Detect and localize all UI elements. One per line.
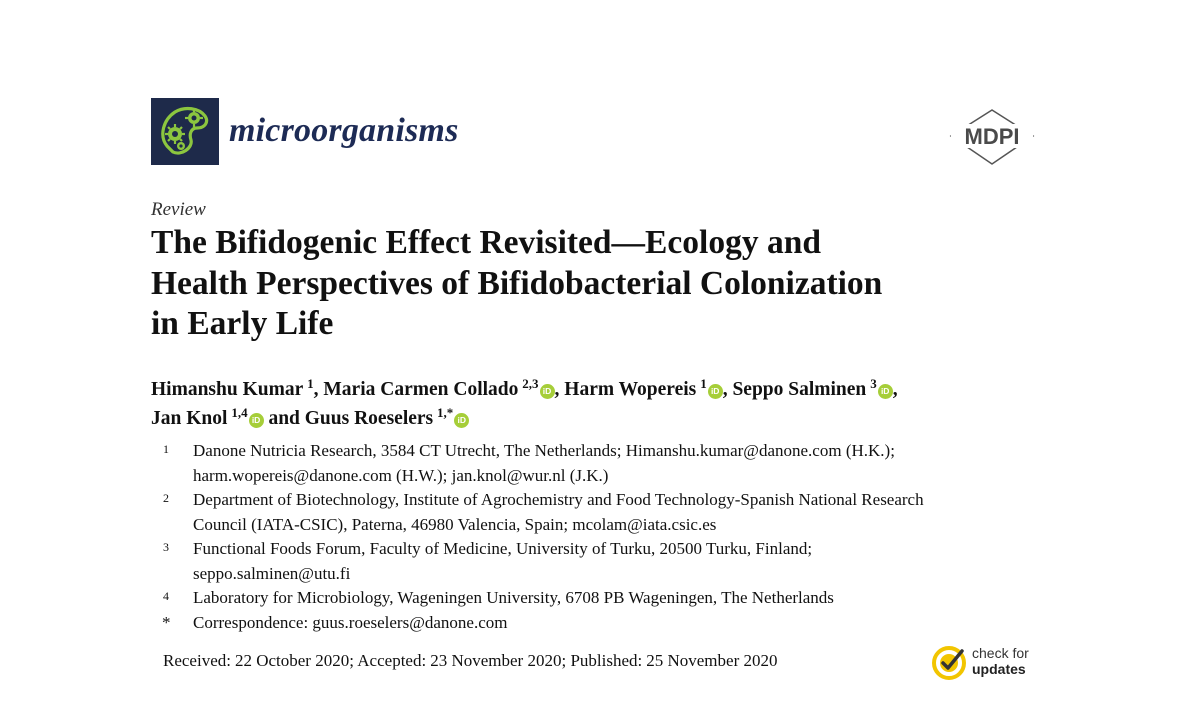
mdpi-logo-text: MDPI	[964, 124, 1020, 149]
orcid-icon[interactable]: iD	[249, 413, 264, 428]
author-name[interactable]: Himanshu Kumar	[151, 379, 304, 400]
affiliation-list	[151, 439, 1051, 635]
affiliation-item	[151, 586, 1051, 611]
check-for-updates-badge[interactable]	[932, 643, 1042, 683]
author-separator: and	[263, 408, 305, 429]
affiliation-number: 3	[163, 540, 169, 554]
title-line: The Bifidogenic Effect Revisited—Ecology and	[151, 224, 821, 261]
check-updates-line1: check for	[972, 645, 1029, 661]
author-affiliation-ref: 1	[307, 376, 314, 391]
affiliation-item	[151, 439, 1051, 488]
author-name[interactable]: Jan Knol	[151, 408, 228, 429]
author-affiliation-ref: 3	[870, 376, 877, 391]
author-affiliation-ref: 1,*	[437, 405, 454, 420]
article-title	[151, 223, 1051, 345]
affiliation-number: 1	[163, 442, 169, 456]
correspondence-item	[151, 611, 1051, 636]
checkmark-icon	[932, 646, 966, 680]
orcid-icon[interactable]: iD	[454, 413, 469, 428]
received-date: 22 October 2020	[234, 651, 350, 670]
affiliation-text: harm.wopereis@danone.com (H.W.); jan.knol@wur.nl (J.K.)	[193, 465, 609, 485]
article-type: Review	[151, 199, 206, 220]
affiliation-text: Laboratory for Microbiology, Wageningen University, 6708 PB Wageningen, The Netherlands	[193, 588, 834, 607]
received-label: Received:	[163, 651, 231, 670]
affiliation-number: 4	[163, 589, 169, 603]
author-separator: ,	[313, 379, 324, 400]
accepted-date: 23 November 2020	[430, 651, 562, 670]
author-name[interactable]: Seppo Salminen	[732, 379, 867, 400]
affiliation-item	[151, 537, 1051, 586]
title-line: Health Perspectives of Bifidobacterial Colonization	[151, 264, 883, 302]
author-separator: ,	[722, 379, 733, 400]
author-separator: ,	[554, 379, 565, 400]
published-date: 25 November 2020	[646, 651, 778, 670]
author-name[interactable]: Harm Wopereis	[564, 379, 697, 400]
correspondence-marker: *	[162, 612, 171, 632]
title-line: in Early Life	[151, 305, 334, 342]
publication-dates: Received: 22 October 2020; Accepted: 23 November 2020; Published: 25 November 2020	[163, 651, 778, 670]
journal-name: microorganisms	[229, 112, 459, 149]
author-affiliation-ref: 2,3	[522, 376, 539, 391]
microorganism-icon	[151, 98, 219, 165]
accepted-label: Accepted:	[357, 651, 427, 670]
author-name[interactable]: Guus Roeselers	[304, 408, 434, 429]
affiliation-item	[151, 488, 1051, 537]
affiliation-text: Danone Nutricia Research, 3584 CT Utrecht, The Netherlands; Himanshu.kumar@danone.com (H.K.);	[193, 441, 895, 460]
check-updates-line2: updates	[972, 661, 1026, 677]
author-affiliation-ref: 1	[700, 376, 707, 391]
affiliation-text: seppo.salminen@utu.fi	[193, 563, 351, 583]
affiliation-text: Functional Foods Forum, Faculty of Medicine, University of Turku, 20500 Turku, Finland;	[193, 539, 813, 558]
author-separator: ,	[892, 379, 898, 400]
affiliation-text: Council (IATA-CSIC), Paterna, 46980 Valencia, Spain; mcolam@iata.csic.es	[193, 514, 717, 534]
correspondence-text: Correspondence: guus.roeselers@danone.com	[193, 612, 508, 632]
orcid-icon[interactable]: iD	[540, 384, 555, 399]
journal-logo	[151, 98, 219, 165]
author-affiliation-ref: 1,4	[231, 405, 248, 420]
published-label: Published:	[570, 651, 643, 670]
affiliation-text: Department of Biotechnology, Institute of Agrochemistry and Food Technology-Spanish National Research	[193, 490, 924, 509]
author-name[interactable]: Maria Carmen Collado	[323, 379, 519, 400]
mdpi-logo	[949, 108, 1035, 166]
orcid-icon[interactable]: iD	[878, 384, 893, 399]
orcid-icon[interactable]: iD	[708, 384, 723, 399]
affiliation-number: 2	[163, 491, 169, 505]
author-list	[151, 375, 1051, 433]
